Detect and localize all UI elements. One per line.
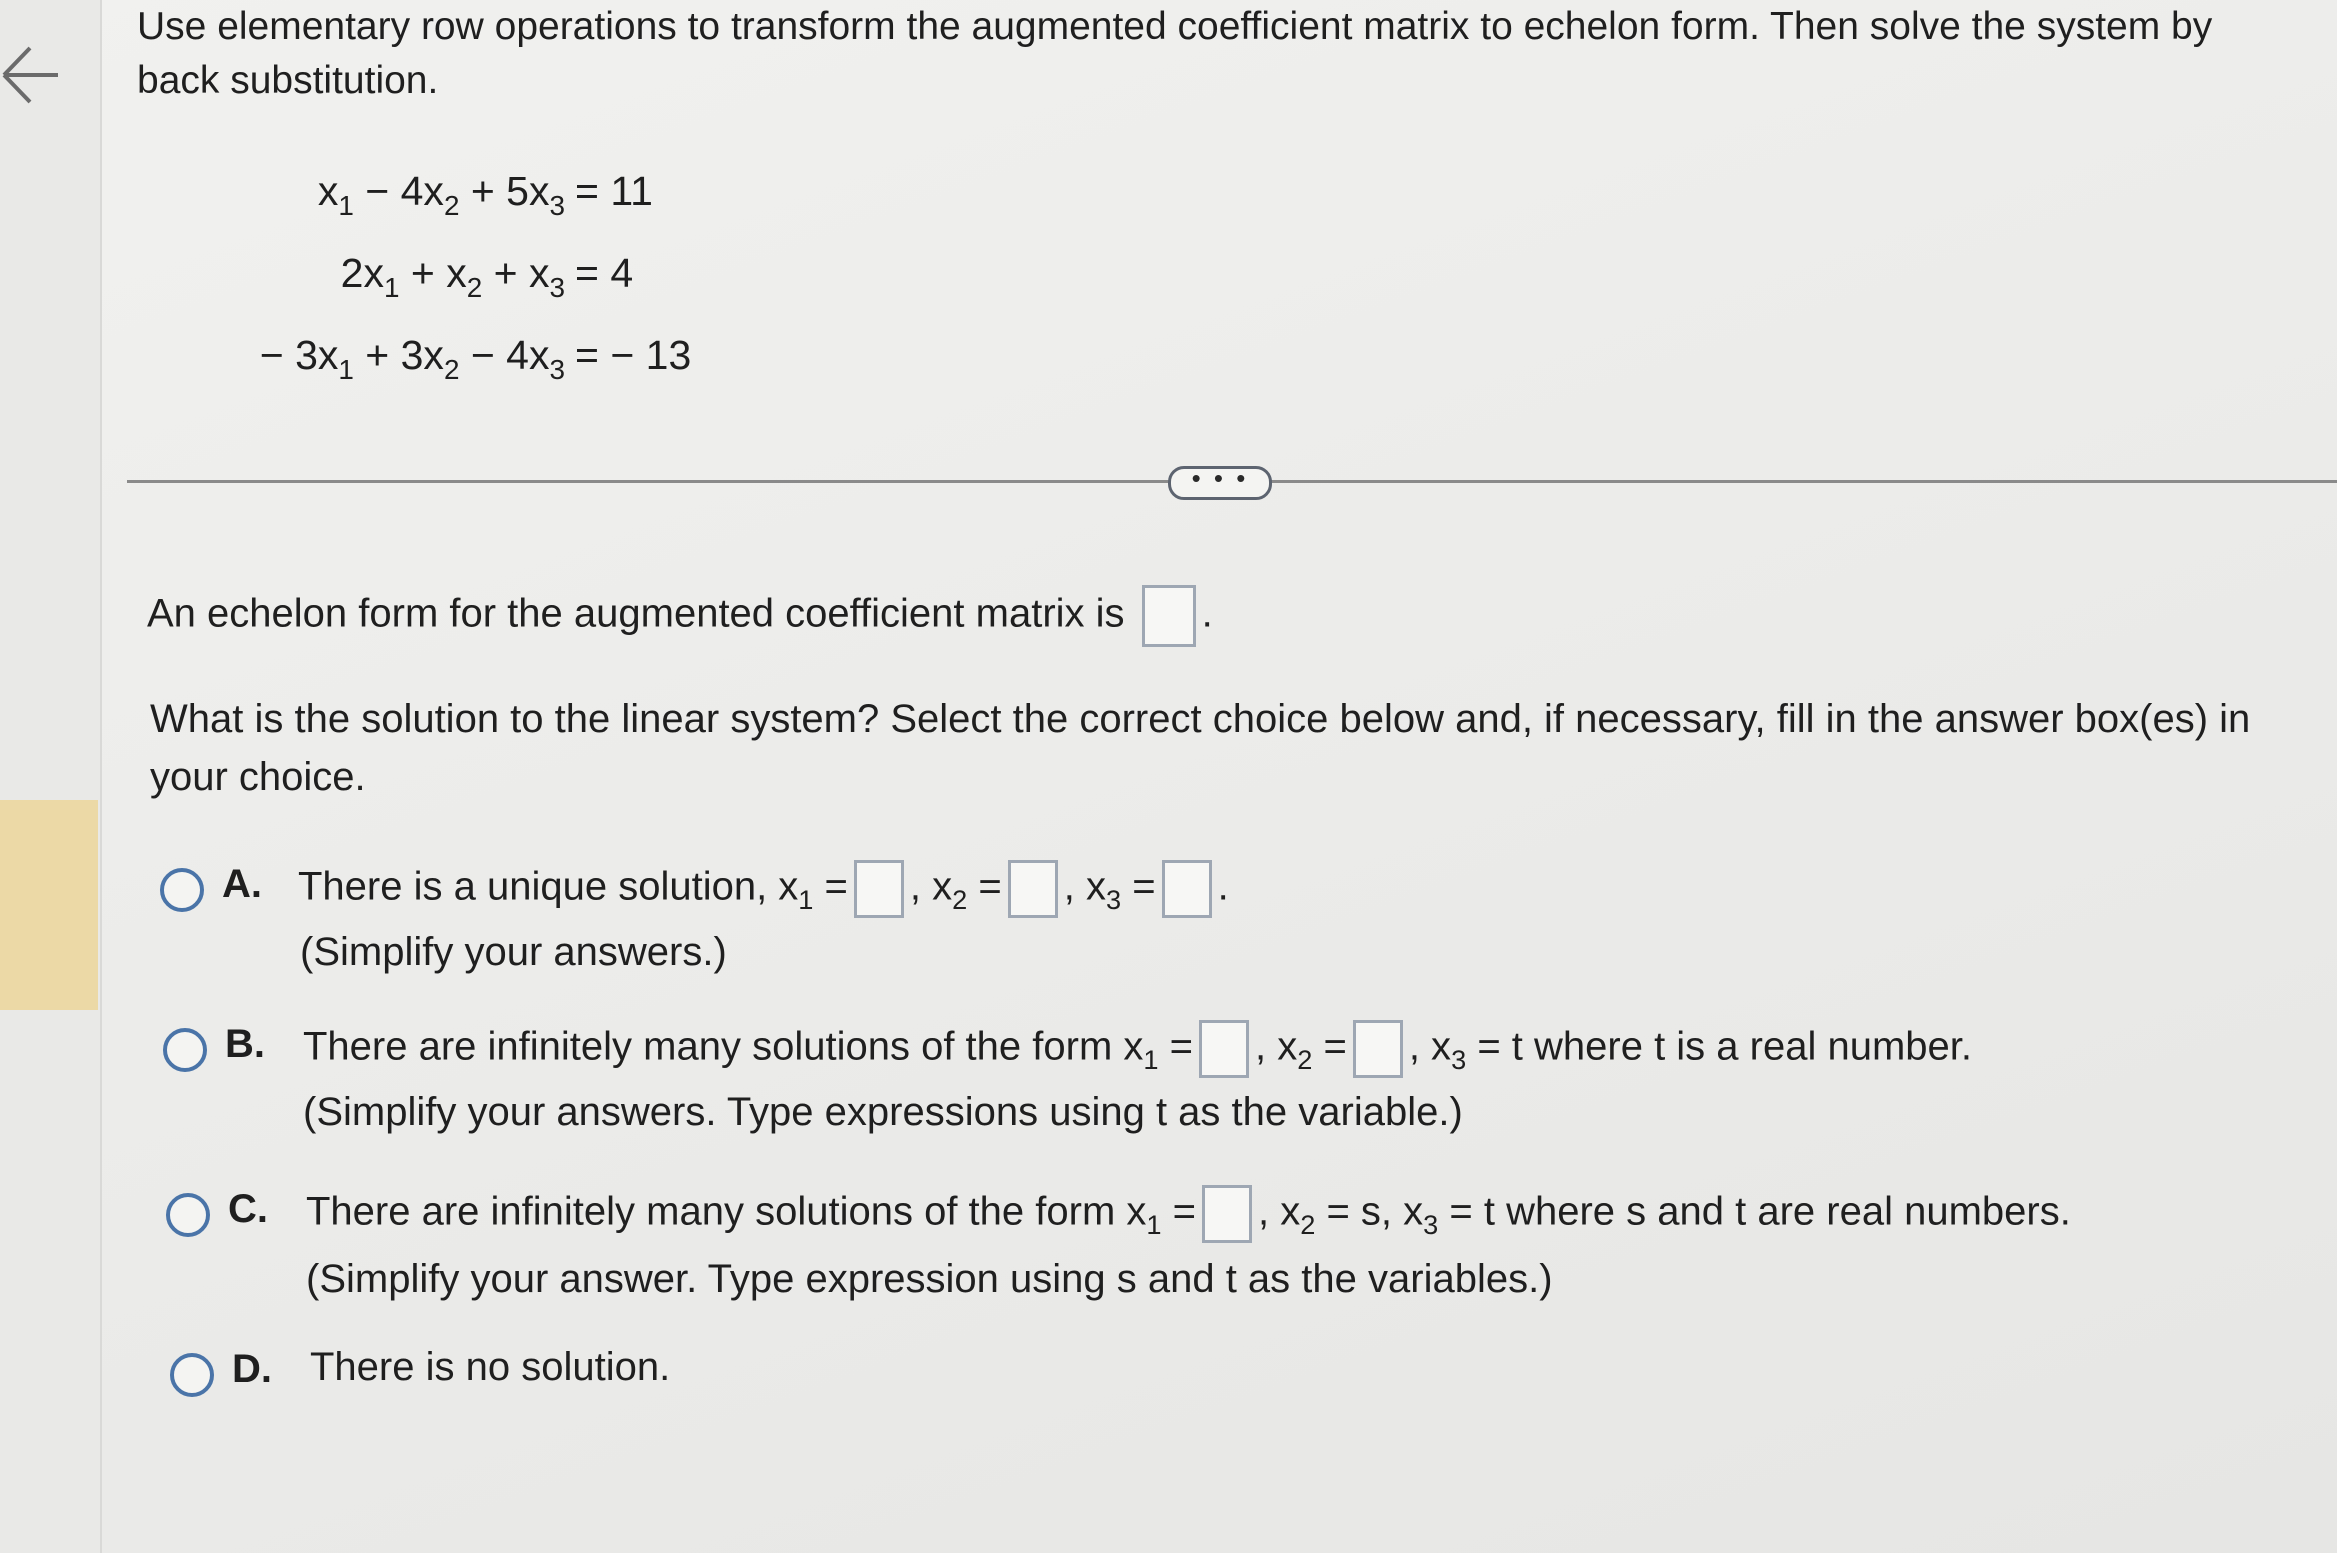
choice-c-letter: C.	[228, 1187, 268, 1231]
choice-b-prefix: There are infinitely many solutions of the form x	[303, 1024, 1144, 1069]
instructions	[137, 0, 2337, 108]
choice-d-letter: D.	[232, 1347, 272, 1391]
more-button[interactable]: • • •	[1168, 466, 1272, 500]
system-rhs	[575, 150, 875, 396]
x2-input[interactable]	[1008, 860, 1058, 918]
instructions-line-1: Use elementary row operations to transform the augmented coefficient matrix to echelon form. Then solve the system by	[137, 5, 2213, 48]
choice-c-note: (Simplify your answer. Type expression using s and t as the variables.)	[306, 1257, 1553, 1301]
question-line-1: What is the solution to the linear system? Select the correct choice below and, if necessary, fill in the answer box(es) in	[150, 697, 2251, 741]
equation-1-rhs: = 11	[575, 168, 653, 214]
equation-2-rhs: = 4	[575, 250, 634, 296]
choice-d-text: There is no solution.	[310, 1345, 671, 1389]
system-lhs	[145, 150, 565, 396]
echelon-matrix-input[interactable]	[1142, 585, 1196, 647]
choice-a-note: (Simplify your answers.)	[300, 930, 727, 974]
choice-b-note: (Simplify your answers. Type expressions using t as the variable.)	[303, 1090, 1463, 1134]
choice-b-letter: B.	[225, 1022, 265, 1066]
question-line-2: your choice.	[150, 755, 366, 799]
choice-d-radio[interactable]	[170, 1353, 214, 1397]
choice-c-suffix: = t where s and t are real numbers.	[1449, 1189, 2071, 1234]
choice-b	[163, 1020, 2163, 1160]
question	[150, 690, 2300, 806]
choice-c-prefix: There are infinitely many solutions of the form x	[306, 1189, 1147, 1234]
choice-a	[160, 860, 1960, 1000]
instructions-line-2: back substitution.	[137, 59, 439, 102]
x3-input[interactable]	[1162, 860, 1212, 918]
choice-a-letter: A.	[222, 862, 262, 906]
c-x1-input[interactable]	[1202, 1185, 1252, 1243]
equation-1-lhs: $x_1 - 4x_2 + 5x_3$	[317, 168, 565, 221]
x1-input[interactable]	[854, 860, 904, 918]
choice-c	[166, 1185, 2216, 1325]
choice-b-radio[interactable]	[163, 1028, 207, 1072]
equation-2-lhs: $2x_1 + x_2 + x_3$	[340, 250, 565, 303]
choice-b-text: There are infinitely many solutions of the form $x_1$ = , $x_2$ = , $x_3 = t$ where t is a real number.	[303, 1020, 1972, 1078]
choice-c-text: There are infinitely many solutions of the form $x_1$ = , $x_2 = s$, $x_3 = t$ where s and t are real numbers.	[306, 1185, 2071, 1243]
choice-a-radio[interactable]	[160, 868, 204, 912]
b-x1-input[interactable]	[1199, 1020, 1249, 1078]
choice-a-prefix: There is a unique solution, x	[298, 864, 799, 909]
equation-3-lhs: − $3x_1 + 3x_2 - 4x_3$	[259, 332, 565, 385]
equation-3-rhs: = − 13	[575, 332, 692, 378]
echelon-prompt-text: An echelon form for the augmented coefficient matrix is	[147, 591, 1125, 636]
choice-a-text: There is a unique solution, $x_1$ = , $x_2$ = , $x_3$ = .	[298, 860, 1229, 918]
left-rail	[0, 0, 102, 1553]
rail-highlight	[0, 800, 98, 1010]
b-x2-input[interactable]	[1353, 1020, 1403, 1078]
choice-c-radio[interactable]	[166, 1193, 210, 1237]
choice-d	[170, 1345, 1370, 1405]
echelon-prompt: An echelon form for the augmented coefficient matrix is .	[147, 585, 1213, 647]
linear-system	[225, 150, 925, 396]
choice-b-suffix: = t where t is a real number.	[1477, 1024, 1972, 1069]
back-arrow-icon[interactable]	[0, 40, 60, 110]
